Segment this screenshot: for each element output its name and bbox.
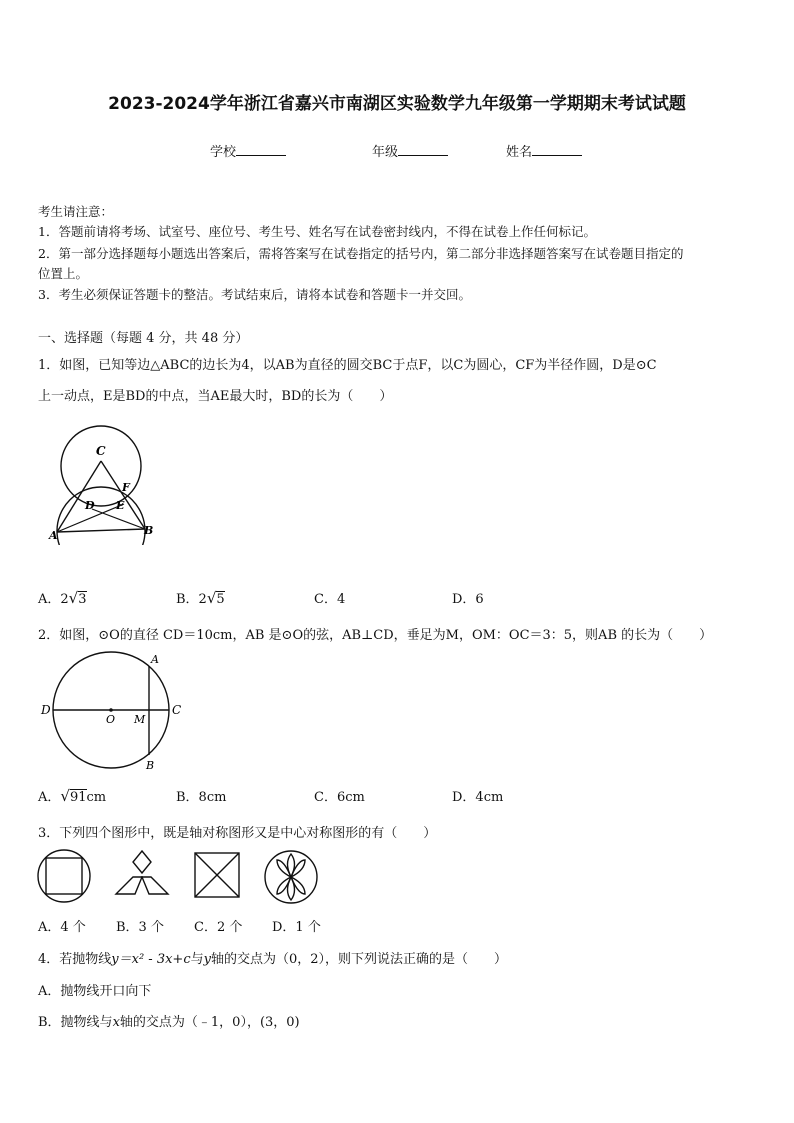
label-a: A <box>151 653 159 666</box>
school-blank <box>236 143 286 156</box>
q3-text: 3．下列四个图形中，既是轴对称图形又是中心对称图形的有（ ） <box>38 826 437 841</box>
q1-line-2: 上一动点，E是BD的中点，当AE最大时，BD的长为（ ） <box>38 389 393 404</box>
q2-option-a-unit: cm <box>86 790 107 805</box>
q4-text <box>38 948 507 967</box>
grade-blank <box>398 143 448 156</box>
q4-option-b-axis: x <box>112 1015 120 1030</box>
q3-option-b[interactable]: B．3 个 <box>116 920 164 935</box>
figure-circle-petals-icon <box>265 851 317 903</box>
q2-option-a[interactable] <box>38 786 106 805</box>
q1-option-d[interactable]: D．6 <box>452 592 484 607</box>
sqrt-icon: √ <box>206 589 217 607</box>
center-point <box>109 708 113 712</box>
segment-ac <box>57 461 101 532</box>
q3-figures <box>36 848 336 906</box>
name-blank <box>532 143 582 156</box>
q3-option-d[interactable]: D．1 个 <box>272 920 321 935</box>
figure-three-rhombi-icon <box>116 851 168 894</box>
q2-option-b[interactable]: B．8cm <box>176 790 227 805</box>
label-c: C <box>172 703 182 717</box>
q2-figure <box>38 650 188 775</box>
label-o: O <box>106 713 116 726</box>
segment-bc <box>101 461 145 529</box>
school-field[interactable] <box>210 141 286 160</box>
figure-square-diagonals-icon <box>195 853 239 897</box>
q4-option-b-text-b: 轴的交点为（﹣1，0），(3，0) <box>119 1015 300 1030</box>
q4-text-b: 与 <box>190 952 204 967</box>
q4-option-a[interactable]: A．抛物线开口向下 <box>38 984 152 999</box>
notice-item-2-cont: 位置上。 <box>38 266 89 281</box>
label-b: B <box>144 524 154 537</box>
q1-line-1: 1．如图，已知等边△ABC的边长为4，以AB为直径的圆交BC于点F，以C为圆心，CF为半径作圆，D是⊙C <box>38 358 657 373</box>
sqrt-icon: √ <box>60 787 70 805</box>
notice-heading: 考生请注意： <box>38 204 114 219</box>
q2-option-d[interactable]: D．4cm <box>452 790 504 805</box>
q2-text: 2．如图，⊙O的直径 CD＝10cm，AB 是⊙O的弦，AB⊥CD，垂足为M，OM：OC＝3：5，则AB 的长为（ ） <box>38 628 713 643</box>
name-field[interactable] <box>506 141 582 160</box>
q1-option-a-text: A．2 <box>38 592 69 607</box>
sqrt-icon: √ <box>68 589 79 607</box>
notice-item-3: 3．考生必须保证答题卡的整洁。考试结束后，请将本试卷和答题卡一并交回。 <box>38 287 471 302</box>
q4-axis-y: y <box>203 952 211 967</box>
q2-option-a-text: A． <box>38 790 61 805</box>
label-m: M <box>134 713 146 726</box>
q4-text-a: 4．若抛物线 <box>38 952 112 967</box>
label-f: F <box>122 481 130 494</box>
q4-formula: y＝x² - 3x+c <box>111 952 191 967</box>
label-d: D <box>41 703 51 717</box>
grade-field[interactable] <box>372 141 448 160</box>
grade-label: 年级 <box>372 145 399 160</box>
q1-option-b-text: B．2 <box>176 592 207 607</box>
school-label: 学校 <box>210 145 237 160</box>
notice-item-2: 2．第一部分选择题每小题选出答案后，需将答案写在试卷指定的括号内，第二部分非选择题答案写在试卷题目指定的 <box>38 246 684 261</box>
q1-figure <box>40 415 170 545</box>
q1-option-a[interactable] <box>38 588 87 607</box>
q2-option-a-radicand: 91 <box>69 790 87 805</box>
label-d: D <box>85 499 95 512</box>
segment-db <box>92 509 145 529</box>
circle-c <box>61 426 141 506</box>
segment-ab <box>57 529 145 532</box>
q4-option-b-text-a: B．抛物线与 <box>38 1015 113 1030</box>
q3-option-a[interactable]: A．4 个 <box>38 920 86 935</box>
q4-option-b[interactable] <box>38 1011 300 1030</box>
name-label: 姓名 <box>506 145 533 160</box>
q1-option-a-radicand: 3 <box>78 592 87 607</box>
q1-option-b-radicand: 5 <box>216 592 225 607</box>
figure-circle-square-icon <box>38 850 90 902</box>
q4-text-c: 轴的交点为（0，2），则下列说法正确的是（ ） <box>210 952 508 967</box>
q1-option-b[interactable] <box>176 588 225 607</box>
q3-option-c[interactable]: C．2 个 <box>194 920 243 935</box>
label-e: E <box>116 499 125 512</box>
q1-option-c[interactable]: C．4 <box>314 592 346 607</box>
label-a: A <box>49 529 58 542</box>
circle-ab <box>57 487 145 545</box>
section-heading: 一、选择题（每题 4 分，共 48 分） <box>38 331 249 346</box>
notice-item-1: 1．答题前请将考场、试室号、座位号、考生号、姓名写在试卷密封线内，不得在试卷上作任何标记。 <box>38 224 596 239</box>
q2-option-c[interactable]: C．6cm <box>314 790 365 805</box>
label-c: C <box>96 444 106 458</box>
page-title: 2023-2024学年浙江省嘉兴市南湖区实验数学九年级第一学期期末考试试题 <box>108 94 686 114</box>
label-b: B <box>146 759 155 772</box>
